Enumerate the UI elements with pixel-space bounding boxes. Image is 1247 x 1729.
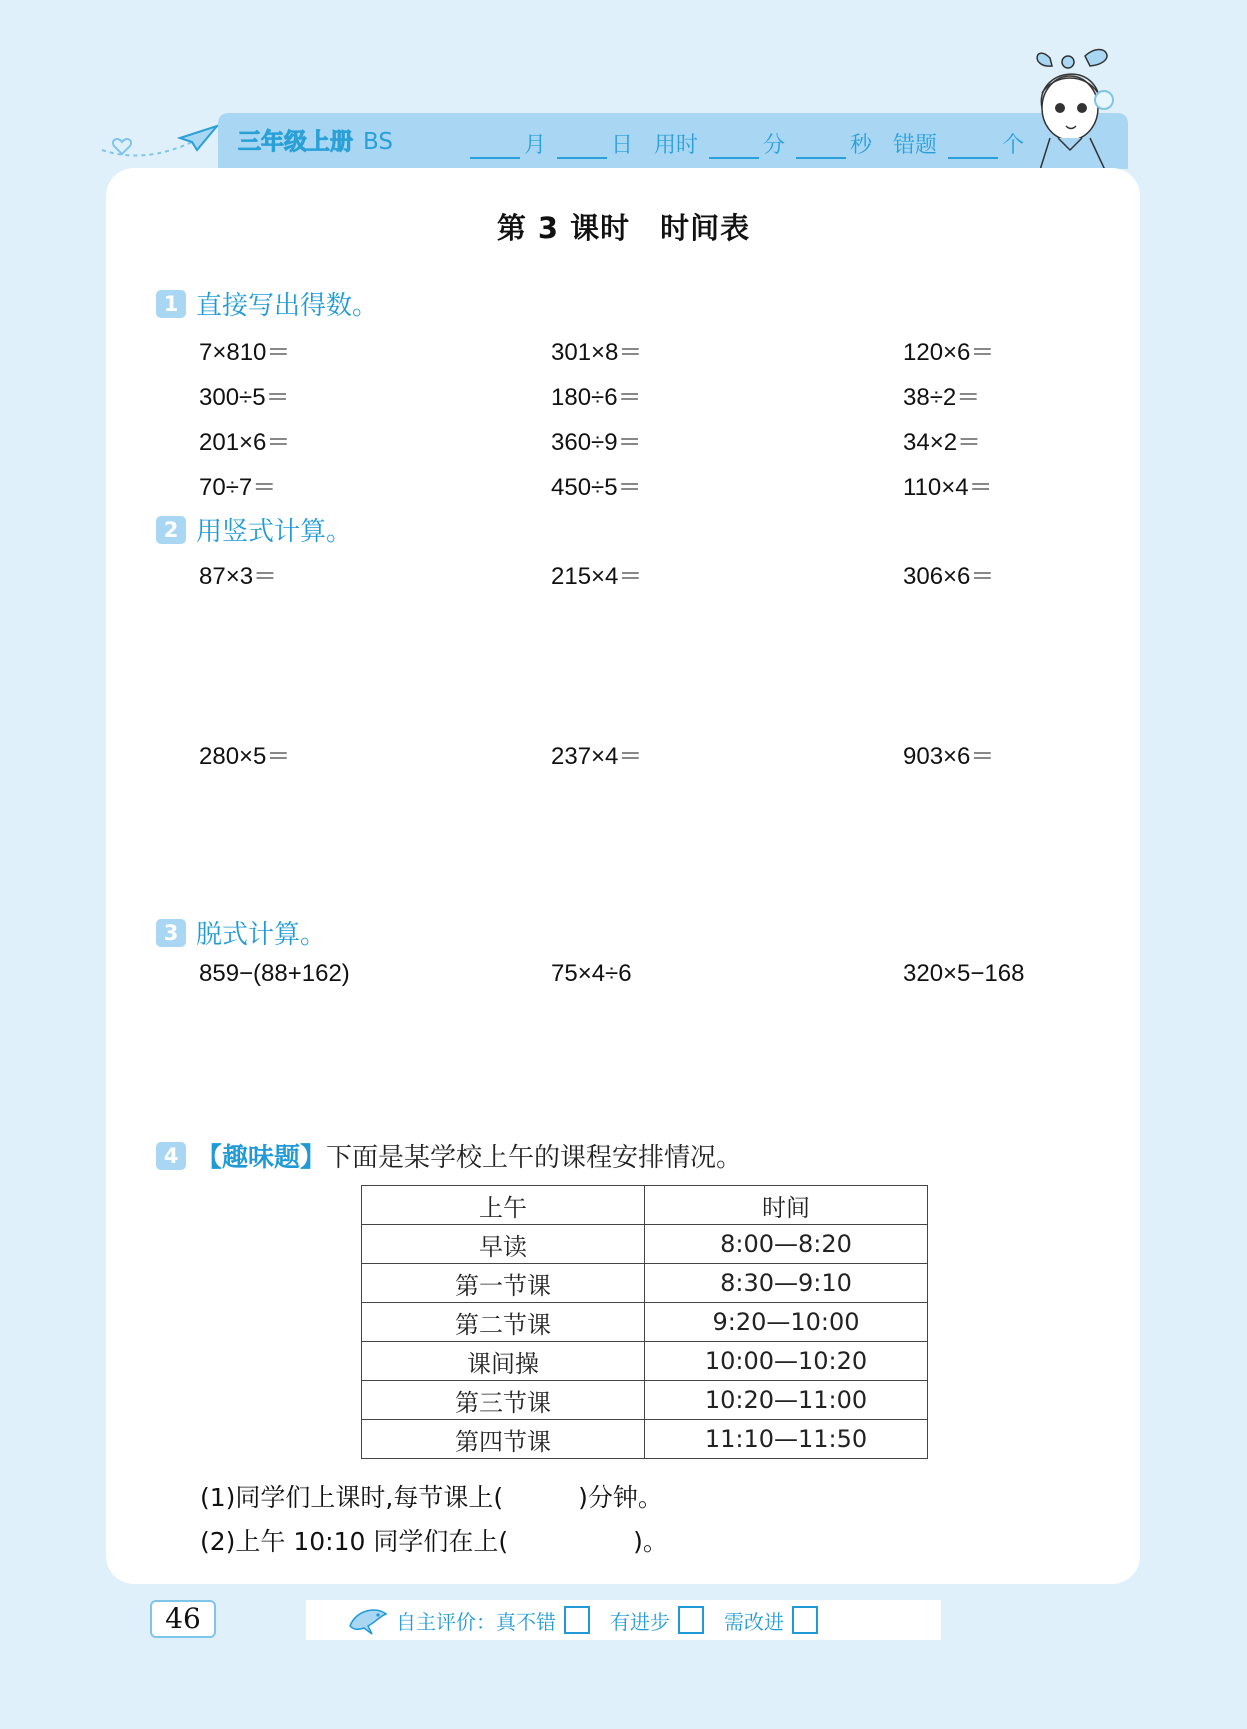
errors-unit-label: 个 bbox=[1002, 133, 1025, 158]
problem: 280×5＝ bbox=[199, 743, 291, 770]
question-2: (2)上午 10:10 同学们在上( )。 bbox=[200, 1527, 668, 1556]
section-title: 脱式计算。 bbox=[196, 920, 327, 950]
month-blank[interactable] bbox=[470, 135, 520, 159]
section-2-heading bbox=[156, 511, 352, 548]
table-row bbox=[362, 1264, 928, 1303]
table-cell: 9:20—10:00 bbox=[645, 1303, 928, 1342]
day-blank[interactable] bbox=[557, 135, 607, 159]
problem: 120×6＝ bbox=[903, 339, 995, 366]
table-header-row bbox=[362, 1186, 928, 1225]
table-cell: 第一节课 bbox=[362, 1264, 645, 1303]
month-label: 月 bbox=[524, 133, 547, 158]
table-row bbox=[362, 1420, 928, 1459]
section-number: 2 bbox=[156, 516, 186, 544]
girl-mascot-icon bbox=[1030, 38, 1130, 173]
problem: 87×3＝ bbox=[199, 563, 278, 590]
improve-label: 需改进 bbox=[724, 1609, 784, 1634]
table-cell: 第二节课 bbox=[362, 1303, 645, 1342]
section-title: 用竖式计算。 bbox=[196, 517, 353, 547]
self-evaluation-bar bbox=[306, 1600, 941, 1640]
page-number: 46 bbox=[150, 1600, 216, 1638]
paper-plane-icon bbox=[92, 120, 222, 170]
errors-label: 错题 bbox=[893, 133, 938, 158]
problem: 237×4＝ bbox=[551, 743, 643, 770]
progress-label: 有进步 bbox=[610, 1609, 670, 1634]
schedule-table bbox=[361, 1185, 928, 1459]
section-title: 直接写出得数。 bbox=[196, 291, 379, 321]
section-number: 4 bbox=[156, 1142, 186, 1170]
table-cell: 8:30—9:10 bbox=[645, 1264, 928, 1303]
day-label: 日 bbox=[611, 133, 634, 158]
table-cell: 第四节课 bbox=[362, 1420, 645, 1459]
problem: 180÷6＝ bbox=[551, 384, 642, 411]
question-1: (1)同学们上课时,每节课上( )分钟。 bbox=[200, 1483, 663, 1512]
problem: 301×8＝ bbox=[551, 339, 643, 366]
problem: 320×5−168 bbox=[903, 960, 1025, 987]
errors-blank[interactable] bbox=[948, 135, 998, 159]
table-header-cell: 时间 bbox=[645, 1186, 928, 1225]
great-checkbox[interactable] bbox=[564, 1606, 590, 1634]
problem: 38÷2＝ bbox=[903, 384, 981, 411]
table-cell: 10:20—11:00 bbox=[645, 1381, 928, 1420]
section-4-heading bbox=[156, 1137, 742, 1174]
table-cell: 10:00—10:20 bbox=[645, 1342, 928, 1381]
table-row bbox=[362, 1342, 928, 1381]
problem: 215×4＝ bbox=[551, 563, 643, 590]
problem: 450÷5＝ bbox=[551, 474, 642, 501]
table-cell: 第三节课 bbox=[362, 1381, 645, 1420]
section-3-heading bbox=[156, 914, 326, 951]
section-title: 下面是某学校上午的课程安排情况。 bbox=[326, 1143, 743, 1173]
problem: 903×6＝ bbox=[903, 743, 995, 770]
section-1-heading bbox=[156, 285, 378, 322]
problem: 201×6＝ bbox=[199, 429, 291, 456]
table-cell: 早读 bbox=[362, 1225, 645, 1264]
improve-checkbox[interactable] bbox=[792, 1606, 818, 1634]
minutes-blank[interactable] bbox=[709, 135, 759, 159]
page-title: 第 3 课时 时间表 bbox=[496, 211, 751, 245]
table-row bbox=[362, 1381, 928, 1420]
problem: 7×810＝ bbox=[199, 339, 291, 366]
time-used-label: 用时 bbox=[654, 133, 699, 158]
table-cell: 课间操 bbox=[362, 1342, 645, 1381]
table-cell: 11:10—11:50 bbox=[645, 1420, 928, 1459]
header-fields bbox=[466, 128, 1024, 159]
seconds-label: 秒 bbox=[850, 133, 873, 158]
problem: 75×4÷6 bbox=[551, 960, 632, 987]
minutes-label: 分 bbox=[763, 133, 786, 158]
table-row bbox=[362, 1303, 928, 1342]
dolphin-icon bbox=[346, 1600, 392, 1640]
table-row bbox=[362, 1225, 928, 1264]
section-number: 1 bbox=[156, 290, 186, 318]
seconds-blank[interactable] bbox=[796, 135, 846, 159]
great-label: 自主评价：真不错 bbox=[396, 1609, 556, 1634]
table-header-cell: 上午 bbox=[362, 1186, 645, 1225]
problem: 360÷9＝ bbox=[551, 429, 642, 456]
problem: 306×6＝ bbox=[903, 563, 995, 590]
problem: 34×2＝ bbox=[903, 429, 982, 456]
progress-checkbox[interactable] bbox=[678, 1606, 704, 1634]
grade-text: 三年级上册 bbox=[238, 129, 353, 155]
problem: 110×4＝ bbox=[903, 474, 993, 501]
problem: 300÷5＝ bbox=[199, 384, 290, 411]
fun-question-tag: 【趣味题】 bbox=[196, 1143, 327, 1173]
problem: 859−(88+162) bbox=[199, 960, 350, 987]
problem: 70÷7＝ bbox=[199, 474, 277, 501]
section-number: 3 bbox=[156, 919, 186, 947]
grade-label bbox=[228, 125, 403, 159]
edition-text: BS bbox=[363, 129, 393, 155]
table-cell: 8:00—8:20 bbox=[645, 1225, 928, 1264]
